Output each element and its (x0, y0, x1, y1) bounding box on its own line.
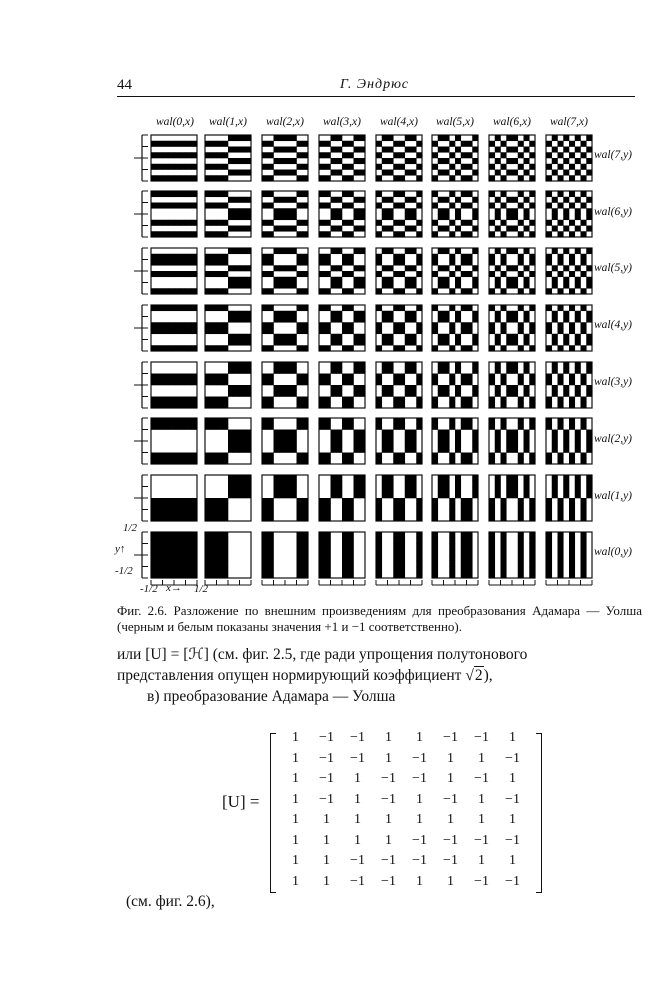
matrix-cell: −1 (412, 853, 427, 868)
walsh-basis-image (319, 362, 365, 408)
matrix-cell: −1 (350, 730, 365, 745)
matrix-cell: −1 (350, 750, 365, 766)
walsh-basis-image (319, 418, 365, 464)
matrix-cell: 1 (323, 853, 330, 868)
walsh-basis-image (376, 305, 422, 351)
walsh-basis-image (262, 305, 308, 351)
matrix-cell: 1 (478, 791, 485, 807)
x-axis-bracket (432, 580, 478, 585)
matrix-cell: 1 (385, 750, 392, 766)
matrix-entries (280, 730, 528, 894)
matrix-cell: −1 (319, 750, 334, 766)
matrix-cell: −1 (350, 873, 365, 889)
walsh-basis-image (432, 532, 478, 578)
matrix-cell: 1 (354, 832, 361, 848)
walsh-basis-image (376, 418, 422, 464)
walsh-basis-image (262, 532, 308, 578)
row-label-2: wal(2,y) (594, 433, 633, 445)
walsh-basis-image (262, 248, 308, 294)
x-axis-bracket (151, 580, 197, 585)
walsh-basis-image (489, 191, 535, 237)
row-label-4: wal(4,y) (594, 319, 633, 331)
matrix-cell: 1 (447, 812, 454, 827)
walsh-basis-image (151, 475, 197, 521)
body-line-1: или [U] = [ℋ] (см. фиг. 2.5, где ради упрощения полутонового (117, 646, 528, 663)
matrix-cell: 1 (385, 832, 392, 848)
matrix-label: [U] = (222, 792, 260, 811)
matrix-cell: −1 (381, 873, 396, 889)
matrix-cell: 1 (478, 853, 485, 868)
x-axis-bracket (546, 580, 592, 585)
walsh-basis-image (489, 362, 535, 408)
walsh-basis-image (489, 532, 535, 578)
matrix-cell: 1 (509, 812, 516, 827)
walsh-basis-image (205, 248, 251, 294)
y-axis-label: y↑ (115, 543, 126, 555)
row-label-1: wal(1,y) (594, 490, 633, 502)
matrix-cell: −1 (319, 771, 334, 786)
walsh-basis-image (319, 135, 365, 181)
x-axis-bracket (262, 580, 308, 585)
walsh-basis-image (151, 248, 197, 294)
walsh-basis-image (319, 248, 365, 294)
matrix-right-bracket (536, 733, 542, 893)
sqrt-symbol: √2 (465, 667, 483, 684)
walsh-basis-image (376, 135, 422, 181)
x-axis-bracket (376, 580, 422, 585)
column-label-6: wal(6,x) (492, 116, 531, 128)
walsh-basis-image (546, 362, 592, 408)
y-axis-bracket (134, 248, 148, 294)
walsh-basis-image (205, 305, 251, 351)
y-axis-bracket (134, 135, 148, 181)
walsh-basis-image (151, 532, 197, 578)
x-axis-left-label: -1/2 (140, 583, 158, 595)
matrix-cell: −1 (443, 730, 458, 745)
matrix-cell: 1 (447, 771, 454, 786)
matrix-cell: 1 (292, 873, 299, 889)
matrix-cell: 1 (323, 832, 330, 848)
walsh-basis-image (262, 135, 308, 181)
walsh-basis-image (546, 191, 592, 237)
walsh-basis-image (205, 362, 251, 408)
y-axis-bracket (134, 191, 148, 237)
row-label-6: wal(6,y) (594, 206, 633, 218)
walsh-basis-image (205, 532, 251, 578)
column-label-1: wal(1,x) (208, 116, 247, 128)
matrix-cell: 1 (447, 750, 454, 766)
matrix-cell: 1 (509, 730, 516, 745)
walsh-basis-image (151, 418, 197, 464)
x-axis-label: x→ (166, 582, 182, 594)
walsh-basis-image (546, 475, 592, 521)
matrix-cell: −1 (474, 873, 489, 889)
matrix-cell: 1 (292, 730, 299, 745)
walsh-basis-image (432, 418, 478, 464)
walsh-basis-image (489, 418, 535, 464)
y-axis-top-label: 1/2 (123, 522, 138, 534)
body-line-2-text: представления опущен нормирующий коэффициент (117, 667, 466, 684)
matrix-cell: 1 (354, 812, 361, 827)
walsh-basis-image (432, 191, 478, 237)
walsh-basis-image (546, 135, 592, 181)
walsh-basis-image (319, 475, 365, 521)
walsh-basis-image (546, 305, 592, 351)
row-label-0: wal(0,y) (594, 546, 633, 558)
walsh-basis-image (262, 418, 308, 464)
walsh-basis-image (262, 475, 308, 521)
matrix-cell: 1 (292, 750, 299, 766)
running-head-author: Г. Эндрюс (340, 77, 410, 92)
matrix-cell: −1 (412, 832, 427, 848)
matrix-cell: −1 (474, 730, 489, 745)
y-axis-bracket (134, 305, 148, 351)
matrix-cell: −1 (319, 791, 334, 807)
matrix-cell: 1 (292, 853, 299, 868)
walsh-basis-image (546, 418, 592, 464)
x-axis-bracket (319, 580, 365, 585)
matrix-cell: −1 (505, 832, 520, 848)
matrix-cell: 1 (509, 853, 516, 868)
matrix-cell: −1 (381, 791, 396, 807)
walsh-basis-image (205, 418, 251, 464)
matrix-cell: −1 (443, 791, 458, 807)
walsh-basis-image (205, 135, 251, 181)
column-label-5: wal(5,x) (435, 116, 474, 128)
matrix-cell: 1 (354, 771, 361, 786)
walsh-basis-image (262, 362, 308, 408)
walsh-basis-image (151, 135, 197, 181)
y-axis-bracket (134, 475, 148, 521)
matrix-cell: 1 (292, 812, 299, 827)
row-label-3: wal(3,y) (594, 376, 633, 388)
walsh-basis-image (151, 305, 197, 351)
walsh-basis-image (432, 475, 478, 521)
x-axis-bracket (489, 580, 535, 585)
row-label-7: wal(7,y) (594, 149, 633, 161)
body-line-3: в) преобразование Адамара — Уолша (147, 688, 396, 705)
column-label-7: wal(7,x) (549, 116, 588, 128)
walsh-basis-image (432, 305, 478, 351)
walsh-basis-image (546, 248, 592, 294)
column-label-3: wal(3,x) (322, 116, 361, 128)
matrix-cell: 1 (478, 812, 485, 827)
walsh-basis-image (376, 248, 422, 294)
walsh-matrix (270, 730, 542, 893)
y-axis-bracket (134, 532, 148, 578)
matrix-cell: 1 (323, 873, 330, 889)
row-label-5: wal(5,y) (594, 262, 633, 274)
walsh-basis-image (205, 475, 251, 521)
matrix-cell: 1 (385, 730, 392, 745)
matrix-cell: −1 (505, 750, 520, 766)
walsh-basis-image (489, 248, 535, 294)
matrix-cell: 1 (354, 791, 361, 807)
walsh-basis-image (489, 475, 535, 521)
walsh-basis-image (151, 191, 197, 237)
walsh-basis-image (319, 532, 365, 578)
body-line-2-end: ), (483, 667, 493, 684)
matrix-cell: 1 (416, 791, 423, 807)
walsh-basis-image (376, 475, 422, 521)
matrix-cell: 1 (509, 771, 516, 786)
matrix-cell: −1 (381, 853, 396, 868)
matrix-cell: −1 (350, 853, 365, 868)
matrix-cell: −1 (505, 791, 520, 807)
matrix-cell: 1 (292, 832, 299, 848)
matrix-cell: −1 (381, 771, 396, 786)
matrix-cell: 1 (478, 750, 485, 766)
walsh-basis-image (376, 191, 422, 237)
column-label-0: wal(0,x) (155, 116, 194, 128)
walsh-basis-image (546, 532, 592, 578)
walsh-basis-image (319, 305, 365, 351)
walsh-basis-image (432, 362, 478, 408)
sqrt-argument: 2 (474, 667, 483, 684)
walsh-basis-image (376, 532, 422, 578)
matrix-cell: −1 (412, 750, 427, 766)
y-axis-bottom-label: -1/2 (115, 565, 133, 577)
walsh-basis-image (376, 362, 422, 408)
matrix-cell: −1 (443, 832, 458, 848)
matrix-left-bracket (270, 733, 276, 893)
matrix-cell: −1 (474, 771, 489, 786)
matrix-cell: −1 (474, 832, 489, 848)
matrix-cell: −1 (319, 730, 334, 745)
column-label-2: wal(2,x) (265, 116, 304, 128)
figure-caption: Фиг. 2.6. Разложение по внешним произведениям для преобразования Адамара — Уолша (черным и белым показаны значения +1 и −1 соответственно). (117, 603, 642, 634)
walsh-basis-image (432, 248, 478, 294)
footer-text: (см. фиг. 2.6), (126, 893, 215, 910)
x-axis-bracket (205, 580, 251, 585)
y-axis-bracket (134, 418, 148, 464)
matrix-cell: 1 (323, 812, 330, 827)
matrix-cell: 1 (447, 873, 454, 889)
y-axis-bracket (134, 362, 148, 408)
walsh-basis-image (432, 135, 478, 181)
matrix-cell: −1 (412, 771, 427, 786)
matrix-cell: −1 (443, 853, 458, 868)
walsh-basis-image (489, 135, 535, 181)
matrix-cell: 1 (385, 812, 392, 827)
column-label-4: wal(4,x) (379, 116, 418, 128)
matrix-cell: 1 (292, 771, 299, 786)
matrix-cell: −1 (505, 873, 520, 889)
matrix-cell: 1 (416, 812, 423, 827)
walsh-basis-image (205, 191, 251, 237)
walsh-basis-image (262, 191, 308, 237)
matrix-cell: 1 (416, 873, 423, 889)
walsh-basis-image (489, 305, 535, 351)
x-axis-right-label: 1/2 (194, 583, 209, 595)
matrix-cell: 1 (416, 730, 423, 745)
matrix-cell: 1 (292, 791, 299, 807)
walsh-basis-image (151, 362, 197, 408)
body-line-2 (117, 665, 647, 686)
walsh-basis-image (319, 191, 365, 237)
page-number: 44 (117, 77, 132, 93)
